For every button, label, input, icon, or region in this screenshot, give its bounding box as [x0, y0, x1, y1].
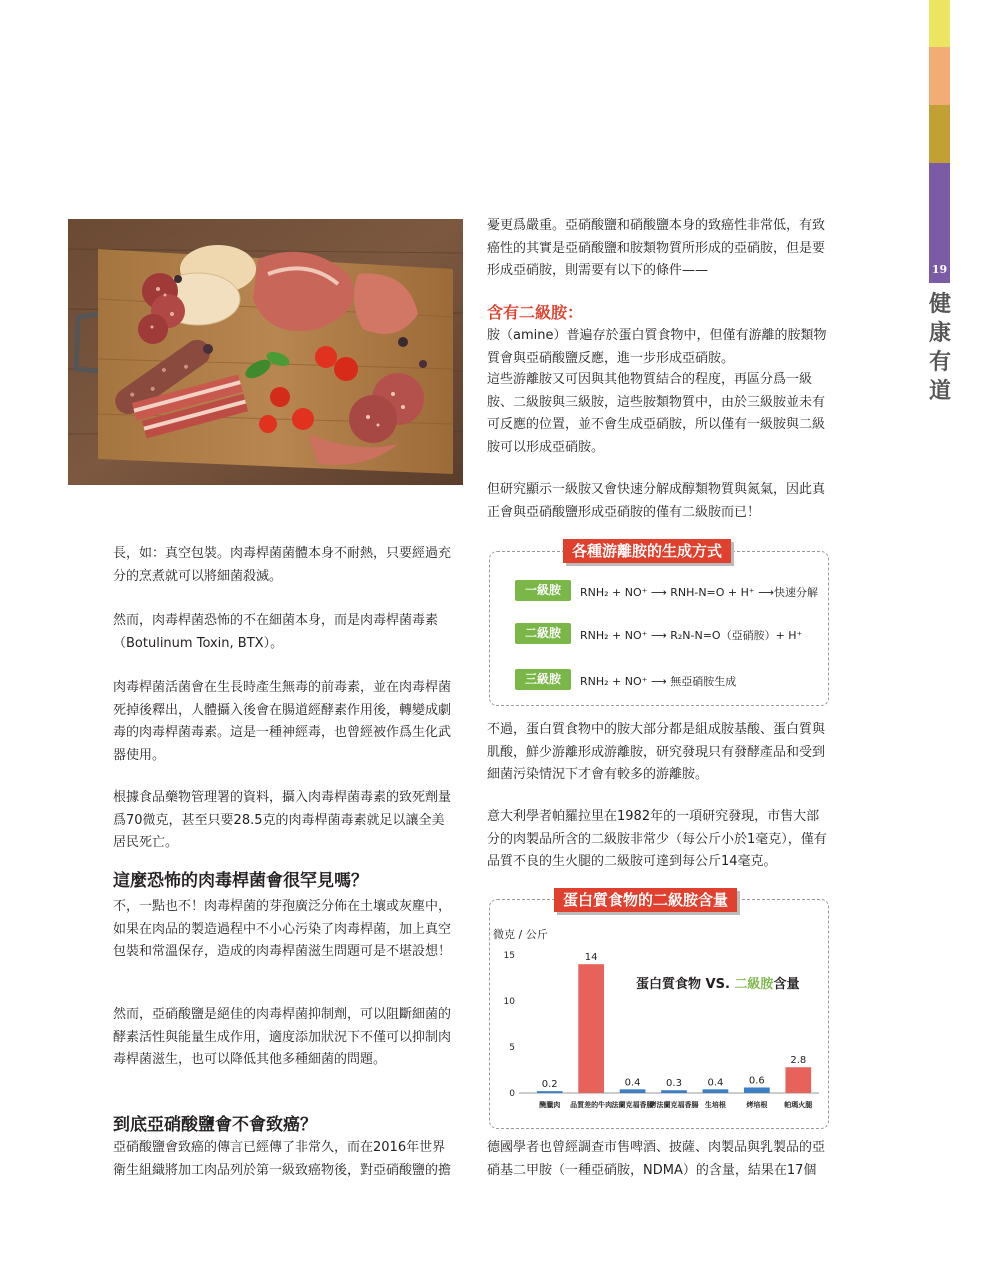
right-paragraph-3: 這些游離胺又可因與其他物質結合的程度，再區分爲一級胺、二級胺與三級胺，這些胺類物質中，由於三級胺並未有可反應的位置，並不會生成亞硝胺，所以僅有一級胺與二級胺可以形成亞硝胺。 — [487, 372, 826, 455]
right-paragraph-5: 不過，蛋白質食物中的胺大部分都是組成胺基酸、蛋白質與肌酸，鮮少游離形成游離胺，研究發現只有發酵產品和受到細菌污染情況下才會有較多的游離胺。 — [487, 722, 826, 782]
chart-bar — [661, 1090, 687, 1093]
chart-bar — [703, 1089, 729, 1093]
chart-box-title: 蛋白質食物的二級胺含量 — [554, 888, 737, 912]
chart-data-label: 0.3 — [666, 1078, 682, 1090]
chart-y-tick: 15 — [503, 951, 515, 961]
right-paragraph-4: 但研究顯示一級胺又會快速分解成醇類物質與氮氣，因此真正會與亞硝酸鹽形成亞硝胺的僅有二級胺而已！ — [487, 482, 826, 520]
chart-category-label: 烤法蘭克福香腸 — [649, 1101, 699, 1109]
chart-bar — [744, 1087, 770, 1093]
right-paragraph-6: 意大利學者帕羅拉里在1982年的一項研究發現，市售大部分的肉製品所含的二級胺非常少（每公斤小於1毫克），僅有品質不良的生火腿的二級胺可達到每公斤14毫克。 — [487, 809, 827, 869]
left-paragraph-3: 肉毒桿菌活菌會在生長時產生無毒的前毒素，並在肉毒桿菌死掉後釋出，人體攝入後會在腸道經酵素作用後，轉變成劇毒的肉毒桿菌毒素。這是一種神經毒，也曾經被作爲生化武器使用。 — [113, 680, 452, 763]
left-paragraph-2: 然而，肉毒桿菌恐怖的不在細菌本身，而是肉毒桿菌毒素（Botulinum Toxin, BTX）。 — [113, 613, 439, 651]
page-number: 19 — [931, 263, 948, 276]
right-paragraph-1: 憂更爲嚴重。亞硝酸鹽和硝酸鹽本身的致癌性非常低，有致癌性的其實是亞硝酸鹽和胺類物質所形成的亞硝胺，但是要形成亞硝胺，則需要有以下的條件—— — [487, 218, 826, 278]
chart-bar — [578, 964, 604, 1093]
chart-y-label: 微克 / 公斤 — [493, 928, 548, 941]
primary-amine-formula: RNH₂ + NO⁺ ⟶ RNH-N=O + H⁺ ⟶快速分解 — [580, 586, 818, 599]
chart-category-label: 烤培根 — [746, 1101, 768, 1109]
chart-data-label: 0.6 — [748, 1075, 765, 1087]
right-paragraph-7: 德國學者也曾經調查市售啤酒、披薩、肉製品與乳製品的亞硝基二甲胺（一種亞硝胺，NDMA）的含量，結果在17個 — [487, 1140, 826, 1178]
color-tab-yellow — [929, 0, 950, 47]
secondary-amine-formula: RNH₂ + NO⁺ ⟶ R₂N-N=O（亞硝胺）+ H⁺ — [580, 629, 803, 642]
color-tab-gold — [929, 105, 950, 163]
chart-data-label: 0.4 — [707, 1077, 724, 1089]
primary-amine-label: 一級胺 — [515, 580, 571, 601]
cured-meat-photo — [68, 219, 463, 485]
chart-category-label: 法蘭克福香腸 — [611, 1101, 654, 1109]
chart-bar — [537, 1091, 563, 1093]
chart-category-label: 帕瑪火腿 — [784, 1101, 813, 1109]
heading-nitrite-cancer: 到底亞硝酸鹽會不會致癌？ — [113, 1115, 317, 1135]
chart-title: 蛋白質食物 VS. 二級胺含量 — [636, 977, 800, 992]
chart-data-label: 0.2 — [541, 1079, 558, 1091]
chart-y-tick: 0 — [509, 1089, 515, 1099]
left-paragraph-5: 不，一點也不！肉毒桿菌的芽孢廣泛分佈在土壤或灰塵中，如果在肉品的製造過程中不小心污染了肉毒桿菌，加上真空包裝和常溫保存，造成的肉毒桿菌滋生問題可是不堪設想！ — [113, 899, 452, 959]
chart-category-label: 醃臘肉 — [539, 1101, 561, 1109]
amine-content-chart — [489, 928, 829, 1123]
color-tab-orange — [929, 47, 950, 105]
tertiary-amine-label: 三級胺 — [515, 669, 571, 690]
tertiary-amine-formula: RNH₂ + NO⁺ ⟶ 無亞硝胺生成 — [580, 675, 737, 688]
left-paragraph-7: 亞硝酸鹽會致癌的傳言已經傳了非常久，而在2016年世界衛生組織將加工肉品列於第一級致癌物後，對亞硝酸鹽的擔 — [113, 1140, 452, 1178]
chart-y-tick: 10 — [503, 997, 515, 1007]
section-title: 健康有道 — [928, 291, 951, 404]
chart-data-label: 14 — [584, 952, 598, 964]
chart-y-tick: 5 — [509, 1043, 515, 1053]
amine-box-title: 各種游離胺的生成方式 — [563, 539, 731, 563]
right-paragraph-2: 胺（amine）普遍存於蛋白質食物中，但僅有游離的胺類物質會與亞硝酸鹽反應，進一步形成亞硝胺。 — [487, 328, 827, 366]
heading-secondary-amine: 含有二級胺： — [487, 303, 584, 322]
heading-botulism-rare: 這麼恐怖的肉毒桿菌會很罕見嗎？ — [113, 871, 368, 891]
chart-category-label: 品質差的牛肉 — [570, 1101, 613, 1109]
secondary-amine-label: 二級胺 — [515, 623, 571, 644]
left-paragraph-4: 根據食品藥物管理署的資料，攝入肉毒桿菌毒素的致死劑量爲70微克，甚至只要28.5克的肉毒桿菌毒素就足以讓全美居民死亡。 — [113, 790, 452, 850]
chart-bar — [785, 1067, 811, 1093]
chart-category-label: 生培根 — [704, 1101, 726, 1109]
chart-data-label: 2.8 — [790, 1055, 807, 1067]
chart-data-label: 0.4 — [624, 1077, 641, 1089]
left-paragraph-6: 然而，亞硝酸鹽是絕佳的肉毒桿菌抑制劑，可以阻斷細菌的酵素活性與能量生成作用，適度添加狀況下不僅可以抑制肉毒桿菌滋生，也可以降低其他多種細菌的問題。 — [113, 1007, 452, 1067]
left-paragraph-1: 長，如：真空包裝。肉毒桿菌菌體本身不耐熱，只要經過充分的烹煮就可以將細菌殺滅。 — [113, 546, 452, 584]
chart-bar — [620, 1089, 646, 1093]
